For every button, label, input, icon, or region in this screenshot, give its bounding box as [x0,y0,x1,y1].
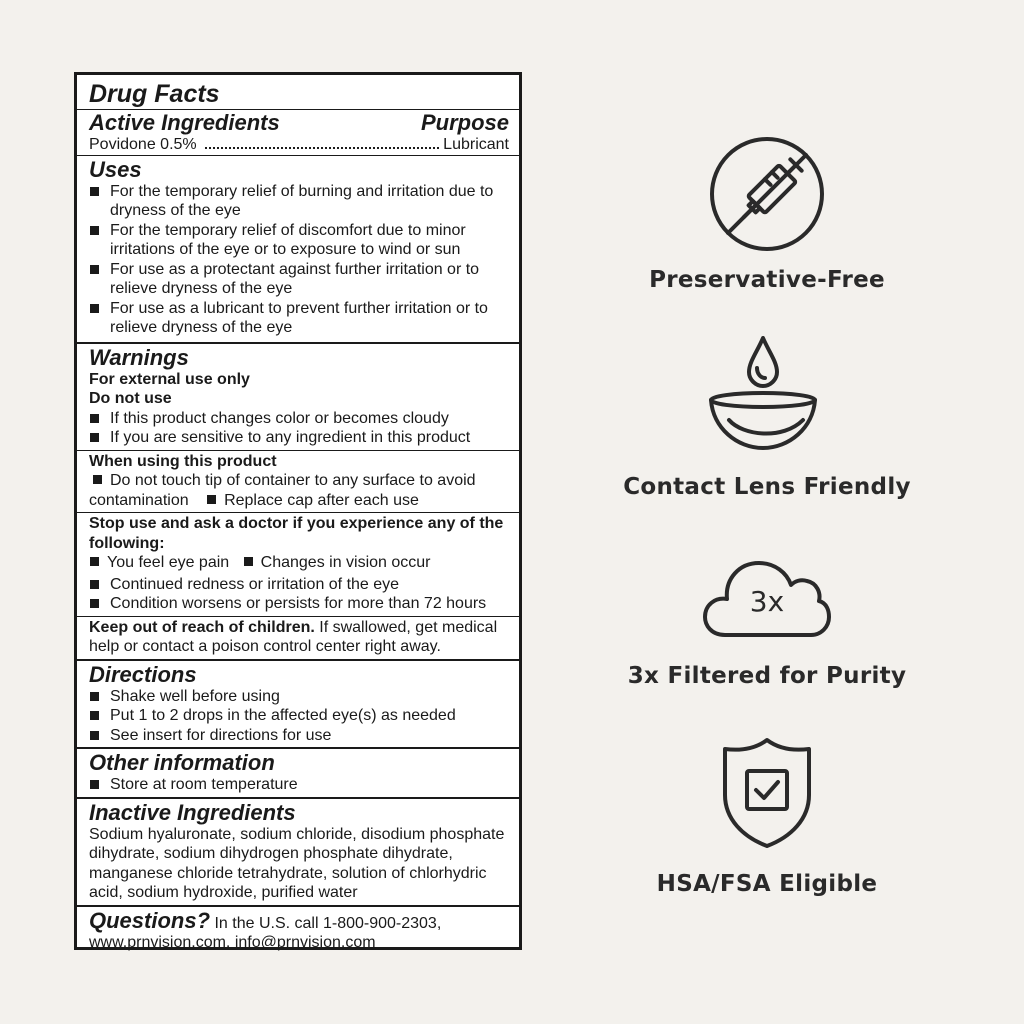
preservative-free-label: Preservative-Free [649,267,885,293]
active-ingredient-row [89,135,509,155]
shield-check-icon [590,737,944,849]
inactive-ingredients-heading: Inactive Ingredients [89,799,296,825]
active-ingredients-heading: Active Ingredients [89,110,280,135]
list-item: For the temporary relief of discomfort due to minor irritations of the eye or to exposure to wind or sun [89,221,509,260]
list-item: For use as a lubricant to prevent further irritation or to relieve dryness of the eye [89,299,509,338]
feature-contact-lens [590,336,944,500]
list-item: Condition worsens or persists for more than 72 hours [89,594,509,614]
list-item: Continued redness or irritation of the eye [89,575,509,595]
when-using-item: Do not touch tip of container to any surface to avoid contamination [89,472,476,509]
other-info-list [89,775,509,795]
no-syringe-icon [590,135,944,253]
list-item: See insert for directions for use [89,726,509,746]
cloud-icon [703,551,831,641]
list-item: For use as a protectant against further irritation or to relieve dryness of the eye [89,260,509,299]
stop-use-item: You feel eye pain [107,554,230,571]
directions-list [89,687,509,746]
hsa-fsa-label: HSA/FSA Eligible [656,871,878,897]
questions-heading: Questions? [89,907,211,933]
when-using-item: Replace cap after each use [224,491,419,509]
external-use-text: For external use only [89,370,250,388]
when-using-text [89,471,509,510]
feature-filtered [590,551,944,689]
active-purpose: Lubricant [443,136,509,153]
do-not-use-heading: Do not use [89,390,172,407]
list-item: Put 1 to 2 drops in the affected eye(s) as needed [89,706,509,726]
list-item: Store at room temperature [89,775,509,795]
purpose-heading: Purpose [420,110,509,135]
contact-lens-label: Contact Lens Friendly [623,474,911,500]
stop-use-heading: Stop use and ask a doctor if you experience any of the following: [89,515,504,552]
list-item: For the temporary relief of burning and irritation due to dryness of the eye [89,182,509,221]
keep-out-text: Keep out of reach of children. If swallowed, get medical help or contact a poison control center right away. [89,618,498,655]
other-info-heading: Other information [89,750,275,775]
drug-facts-title: Drug Facts [89,80,220,108]
active-ingredient: Povidone 0.5% [89,136,197,153]
uses-heading: Uses [89,156,142,182]
feature-preservative-free [590,135,944,293]
list-item: Shake well before using [89,687,509,707]
cloud-icon-text: 3x [749,585,785,618]
list-item: If you are sensitive to any ingredient in this product [89,428,509,448]
drug-facts-panel [74,72,522,950]
inactive-ingredients-text: Sodium hyaluronate, sodium chloride, disodium phosphate dihydrate, sodium dihydrogen phosphate dihydrate, manganese chloride tetrahydrate, solution of chlorhydric acid, sodium hydroxide, purified water [89,825,505,901]
warnings-heading: Warnings [89,344,189,370]
uses-list [89,182,509,338]
feature-hsa-fsa [590,737,944,897]
directions-heading: Directions [89,661,197,687]
stop-use-list [89,575,509,614]
questions-text: Questions? In the U.S. call 1-800-900-2303, www.prnvision.com, info@prnvision.com [89,907,442,951]
drop-lens-icon [590,336,944,454]
stop-use-line [89,553,509,573]
when-using-heading: When using this product [89,452,277,470]
stop-use-item: Changes in vision occur [260,554,431,571]
list-item: If this product changes color or becomes cloudy [89,409,509,429]
filtered-label: 3x Filtered for Purity [627,663,907,689]
do-not-use-list [89,409,509,448]
